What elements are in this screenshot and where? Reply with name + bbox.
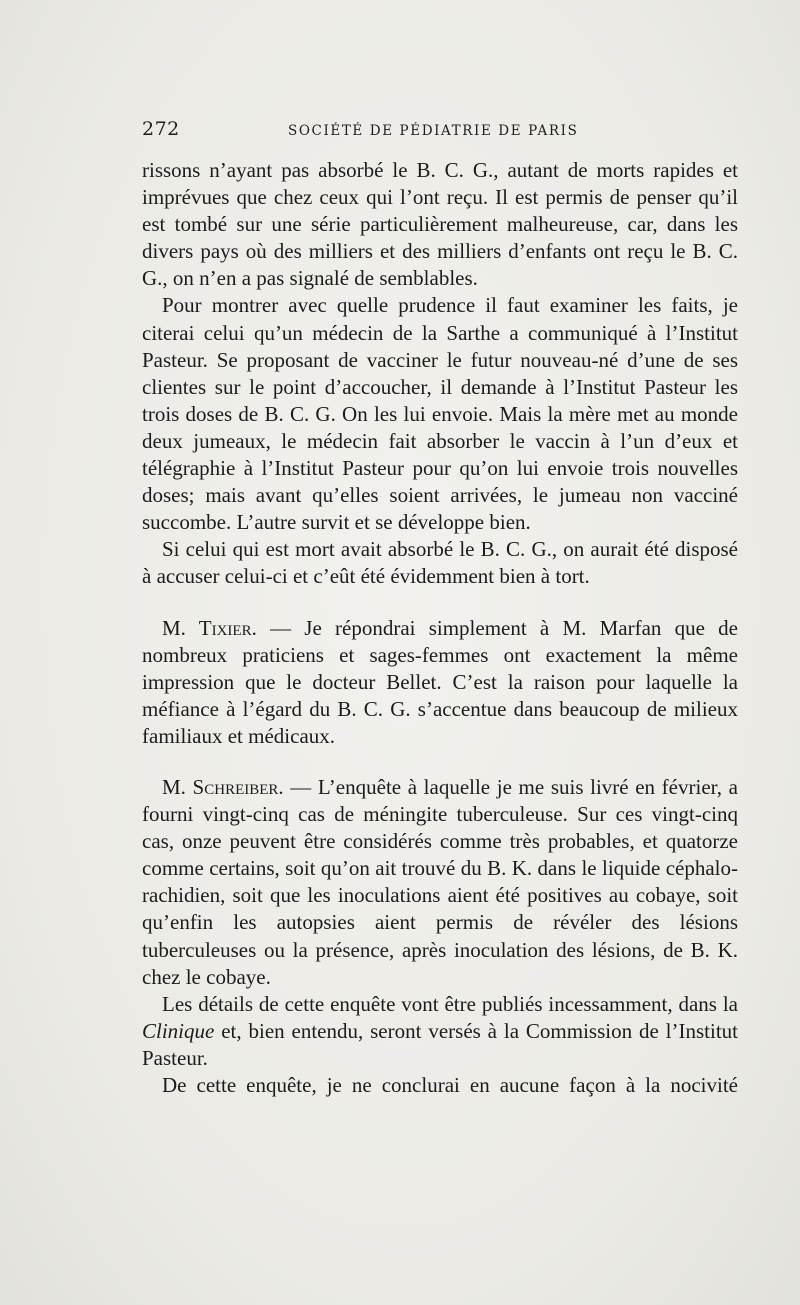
paragraph-3-text: Si celui qui est mort avait absorbé le B. C. G., on aurait été disposé à accuser celui-ci et c’eût été évidemment bien à tort.: [142, 537, 738, 589]
paragraph-tixier-text: — Je répondrai simplement à M. Marfan que de nombreux praticiens et sages-femmes ont exactement la même impression que le docteur Bellet. C’est la raison pour laquelle la méfiance à l’égard du B. C. G. s’accentue dans beaucoup de milieux familiaux et médicaux.: [142, 615, 738, 748]
paragraph-1: [142, 157, 738, 292]
paragraph-schreiber: [142, 774, 738, 991]
paragraph-7: [142, 1072, 738, 1099]
paragraph-2-text: Pour montrer avec quelle prudence il faut examiner les faits, je citerai celui qu’un médecin de la Sarthe a communiqué à l’Institut Pasteur. Se proposant de vacciner le futur nouveau-né d’une de ses clientes sur le point d’accoucher, il demande à l’Institut Pasteur les trois doses de B. C. G. On les lui envoie. Mais la mère met au monde deux jumeaux, le médecin fait absorber le vaccin à l’un d’eux et télégraphie à l’Institut Pasteur pour qu’on lui envoie trois nouvelles doses; mais avant qu’elles soient arrivées, le jumeau non vacciné succombe. L’autre survit et se développe bien.: [142, 293, 738, 535]
body-text: [142, 157, 738, 1099]
page-number: 272: [142, 118, 180, 140]
paragraph-1-text: rissons n’ayant pas absorbé le B. C. G., autant de morts rapides et imprévues que chez ceux qui l’ont reçu. Il est permis de penser qu’il est tombé sur une série particulièrement malheureuse, car, dans les divers pays où des milliers et des milliers d’enfants ont reçu le B. C. G., on n’en a pas signalé de semblables.: [142, 158, 738, 291]
paragraph-6-text-after: et, bien entendu, seront versés à la Commission de l’Institut Pasteur.: [142, 1018, 738, 1070]
paragraph-3: [142, 536, 738, 590]
paragraph-2: [142, 292, 738, 536]
paragraph-schreiber-text: — L’enquête à laquelle je me suis livré en février, a fourni vingt-cinq cas de méningite tuberculeuse. Sur ces vingt-cinq cas, onze peuvent être considérés comme très probables, et quatorze comme certains, soit qu’on ait trouvé du B. K. dans le liquide céphalo-rachidien, soit que les inoculations aient été positives au cobaye, soit qu’enfin les autopsies aient permis de révéler des lésions tuberculeuses ou la présence, après inoculation des lésions, de B. K. chez le cobaye.: [142, 774, 738, 989]
paragraph-tixier: [142, 615, 738, 750]
paragraph-6-text-before: Les détails de cette enquête vont être publiés incessamment, dans la: [162, 991, 738, 1016]
running-title: SOCIÉTÉ DE PÉDIATRIE DE PARIS: [288, 123, 579, 139]
paragraph-6: [142, 991, 738, 1072]
speaker-schreiber: M. Schreiber.: [162, 774, 284, 799]
page-header: [142, 118, 738, 148]
speaker-tixier: M. Tixier.: [162, 615, 257, 640]
journal-title-italic: Clinique: [142, 1018, 215, 1043]
paragraph-7-text: De cette enquête, je ne conclurai en aucune façon à la nocivité: [162, 1073, 738, 1097]
